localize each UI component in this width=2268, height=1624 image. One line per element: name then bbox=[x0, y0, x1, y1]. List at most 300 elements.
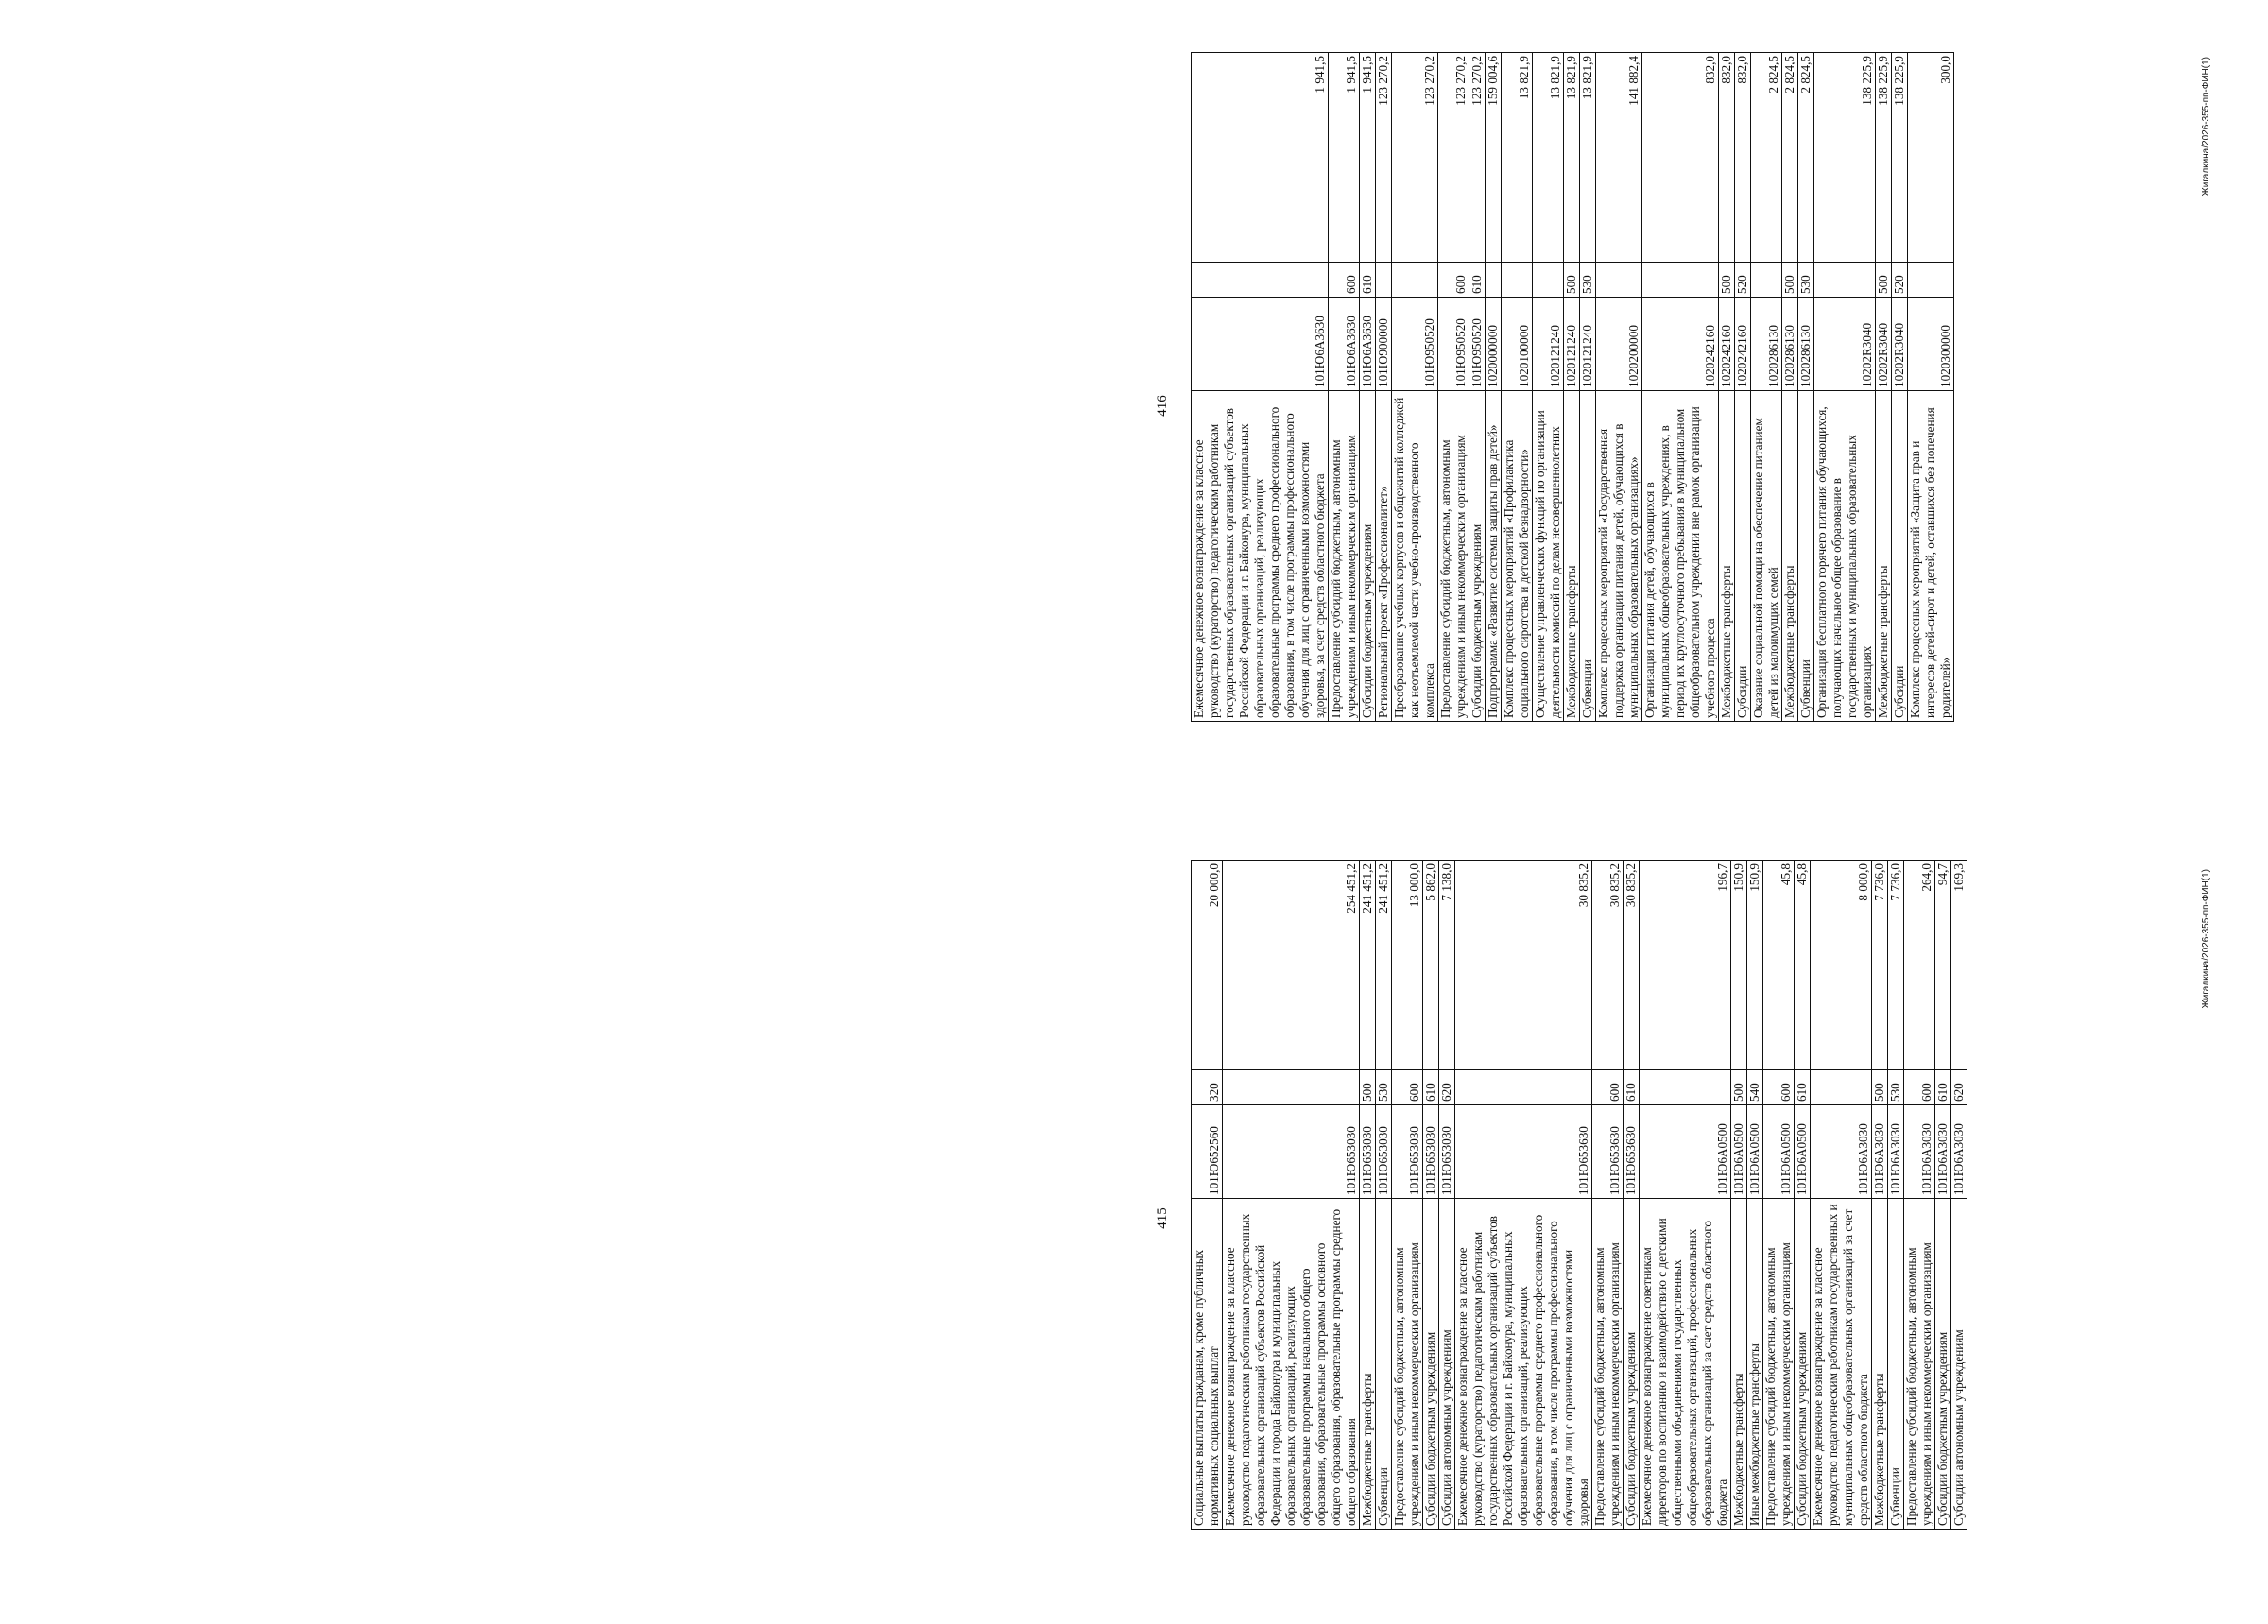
row-name-text: Субвенции bbox=[1888, 1467, 1902, 1526]
table-row bbox=[1423, 861, 1439, 1530]
row-name bbox=[1580, 391, 1596, 722]
row-name-text: Субвенции bbox=[1580, 659, 1594, 718]
row-name bbox=[1223, 1199, 1360, 1530]
row-type-text: 610 bbox=[1795, 1083, 1809, 1102]
row-type bbox=[1423, 1070, 1439, 1105]
row-name-text: Субсидии bbox=[1735, 665, 1749, 718]
row-value bbox=[1640, 861, 1731, 1070]
row-code-text: 1020121240 bbox=[1580, 325, 1594, 387]
row-value bbox=[1735, 53, 1751, 263]
row-code bbox=[1533, 298, 1564, 391]
row-type-text: 610 bbox=[1624, 1083, 1638, 1102]
row-value-text: 241 451,2 bbox=[1376, 863, 1390, 914]
row-name-text: Организация питания детей, обучающихся в муниципальных общеобразовательных учреждениях, в период их круглосуточного пребывания в муниципальном общеобразовательном учреждении вне рамок организации учебного процесса bbox=[1642, 406, 1717, 718]
row-code bbox=[1455, 1105, 1592, 1199]
row-name-text: Предоставление субсидий бюджетным, автономным учреждениям и иным некоммерческим организациям bbox=[1592, 1242, 1622, 1526]
row-value-text: 832,0 bbox=[1735, 56, 1749, 84]
row-value-text: 169,3 bbox=[1951, 863, 1966, 892]
row-type bbox=[1751, 263, 1782, 298]
row-value-text: 1 941,5 bbox=[1313, 56, 1327, 94]
row-name bbox=[1439, 1199, 1455, 1530]
row-value bbox=[1719, 53, 1735, 263]
row-code bbox=[1814, 298, 1876, 391]
row-name bbox=[1438, 391, 1469, 722]
row-code-text: 1020121240 bbox=[1564, 325, 1578, 387]
row-type bbox=[1439, 1070, 1455, 1105]
row-value-text: 832,0 bbox=[1703, 56, 1717, 84]
row-code bbox=[1423, 1105, 1439, 1199]
row-name-text: Предоставление субсидий бюджетным, автономным учреждениям и иным некоммерческим организациям bbox=[1392, 1242, 1421, 1526]
table-row bbox=[1192, 53, 1329, 722]
table-row bbox=[1592, 861, 1624, 1530]
row-type-text: 530 bbox=[1798, 275, 1813, 294]
row-name bbox=[1872, 1199, 1888, 1530]
table-row bbox=[1580, 53, 1596, 722]
row-name-text: Субсидии bbox=[1892, 665, 1906, 718]
table-row bbox=[1935, 861, 1951, 1530]
row-type bbox=[1872, 1070, 1888, 1105]
row-type bbox=[1763, 1070, 1795, 1105]
row-name-text: Предоставление субсидий бюджетным, автономным учреждениям и иным некоммерческим организациям bbox=[1329, 435, 1358, 718]
table-row bbox=[1642, 53, 1719, 722]
row-code-text: 101Ю652560 bbox=[1207, 1126, 1221, 1195]
row-name-text: Межбюджетные трансферты bbox=[1360, 1373, 1374, 1526]
row-code bbox=[1747, 1105, 1763, 1199]
row-value bbox=[1814, 53, 1876, 263]
row-name-text: Преобразование учебных корпусов и общежитий колледжей как неотъемлемой части учебно-производственного комплекса bbox=[1392, 397, 1436, 718]
row-value-text: 123 270,2 bbox=[1422, 56, 1436, 106]
row-value bbox=[1223, 861, 1360, 1070]
row-code bbox=[1376, 298, 1392, 391]
row-name-text: Комплекс процессных мероприятий «Профилактика социального сиротства и детской безнадзорности» bbox=[1502, 439, 1531, 718]
row-type bbox=[1455, 1070, 1592, 1105]
row-value-text: 150,9 bbox=[1747, 863, 1761, 892]
row-name bbox=[1360, 1199, 1376, 1530]
row-code bbox=[1438, 298, 1469, 391]
table-row bbox=[1360, 53, 1376, 722]
row-name bbox=[1192, 391, 1329, 722]
row-name-text: Межбюджетные трансферты bbox=[1876, 565, 1890, 718]
row-type bbox=[1223, 1070, 1360, 1105]
row-value bbox=[1533, 53, 1564, 263]
table-row bbox=[1735, 53, 1751, 722]
row-type bbox=[1888, 1070, 1904, 1105]
row-value bbox=[1596, 53, 1642, 263]
row-name-text: Субсидии автономным учреждениям bbox=[1951, 1329, 1966, 1526]
row-name bbox=[1751, 391, 1782, 722]
row-name-text: Субсидии автономным учреждениям bbox=[1439, 1329, 1453, 1526]
row-code-text: 1020200000 bbox=[1626, 325, 1641, 387]
row-value-text: 13 821,9 bbox=[1517, 56, 1531, 100]
row-type bbox=[1192, 1070, 1223, 1105]
row-name bbox=[1423, 1199, 1439, 1530]
table-row bbox=[1951, 861, 1967, 1530]
row-value bbox=[1392, 53, 1438, 263]
row-value-text: 141 882,4 bbox=[1626, 56, 1641, 106]
row-type-text: 600 bbox=[1407, 1083, 1421, 1102]
row-type bbox=[1782, 263, 1798, 298]
row-value-text: 264,0 bbox=[1919, 863, 1933, 892]
row-name-text: Предоставление субсидий бюджетным, автономным учреждениям и иным некоммерческим организациям bbox=[1904, 1242, 1933, 1526]
row-name bbox=[1782, 391, 1798, 722]
row-value bbox=[1872, 861, 1888, 1070]
row-value bbox=[1439, 861, 1455, 1070]
row-name bbox=[1360, 391, 1376, 722]
row-code bbox=[1329, 298, 1360, 391]
document-footer: Жигалкина/2026-355-пп-ФИН(1) bbox=[2201, 57, 2211, 197]
row-code-text: 101Ю6А3630 bbox=[1313, 316, 1327, 387]
row-type bbox=[1951, 1070, 1967, 1105]
row-code bbox=[1719, 298, 1735, 391]
row-code bbox=[1640, 1105, 1731, 1199]
row-code bbox=[1888, 1105, 1904, 1199]
row-value-text: 150,9 bbox=[1731, 863, 1745, 892]
row-type bbox=[1798, 263, 1814, 298]
row-code bbox=[1935, 1105, 1951, 1199]
row-value-text: 254 451,2 bbox=[1344, 863, 1358, 914]
row-name bbox=[1329, 391, 1360, 722]
row-name-text: Ежемесячное денежное вознаграждение за классное руководство педагогическим работникам государственных образовательных организаций субъектов Российской Федерации и города Байконура и муниципальных образовательных организаций, реализующих образовательные программы начального общего образования, образовательные программы основного общего образования, образовательные программы среднего общего образования bbox=[1223, 1208, 1358, 1526]
row-value-text: 832,0 bbox=[1719, 56, 1733, 84]
row-value-text: 241 451,2 bbox=[1360, 863, 1374, 914]
row-value bbox=[1798, 53, 1814, 263]
row-value-text: 123 270,2 bbox=[1469, 56, 1484, 106]
row-name-text: Ежемесячное денежное вознаграждение за классное руководство педагогическим работникам государственных и муниципальных общеобразовательных организаций за счет средств областного бюджета bbox=[1811, 1204, 1870, 1526]
row-name bbox=[1486, 391, 1502, 722]
row-value bbox=[1192, 53, 1329, 263]
row-value bbox=[1423, 861, 1439, 1070]
row-type-text: 600 bbox=[1919, 1083, 1933, 1102]
row-code bbox=[1392, 298, 1438, 391]
row-code-text: 101Ю653030 bbox=[1439, 1126, 1453, 1195]
row-name bbox=[1640, 1199, 1731, 1530]
table-row bbox=[1798, 53, 1814, 722]
page-415 bbox=[1134, 812, 2268, 1624]
table-body bbox=[1192, 861, 1967, 1530]
row-code bbox=[1763, 1105, 1795, 1199]
row-code-text: 101Ю653030 bbox=[1423, 1126, 1437, 1195]
row-value-text: 7 736,0 bbox=[1888, 863, 1902, 901]
row-type-text: 600 bbox=[1607, 1083, 1622, 1102]
row-value bbox=[1642, 53, 1719, 263]
table-row bbox=[1876, 53, 1892, 722]
row-code bbox=[1951, 1105, 1967, 1199]
row-value bbox=[1486, 53, 1502, 263]
row-value bbox=[1731, 861, 1747, 1070]
row-name bbox=[1763, 1199, 1795, 1530]
row-value bbox=[1438, 53, 1469, 263]
row-code-text: 10202R3040 bbox=[1876, 322, 1890, 387]
row-name-text: Межбюджетные трансферты bbox=[1782, 565, 1796, 718]
row-name-text: Межбюджетные трансферты bbox=[1872, 1373, 1886, 1526]
row-code-text: 1020242160 bbox=[1703, 325, 1717, 387]
table-row bbox=[1751, 53, 1782, 722]
row-type bbox=[1814, 263, 1876, 298]
row-type bbox=[1580, 263, 1596, 298]
row-code-text: 101Ю950520 bbox=[1469, 318, 1484, 387]
row-value bbox=[1580, 53, 1596, 263]
row-code-text: 1020100000 bbox=[1517, 325, 1531, 387]
row-name-text: Ежемесячное денежное вознаграждение за классное руководство (кураторство) педагогическим работникам государственных образовательных организаций субъектов Российской Федерации и г. Байконура, муниципальных образовательных организаций, реализующих образовательные программы среднего профессионального образования, в том числе программы профессионального обучения для лиц с ограниченными возможностями здоровья, за счет средств областного бюджета bbox=[1192, 406, 1327, 718]
row-name bbox=[1811, 1199, 1872, 1530]
row-name bbox=[1747, 1199, 1763, 1530]
row-type bbox=[1376, 263, 1392, 298]
row-type bbox=[1640, 1070, 1731, 1105]
row-value-text: 13 821,9 bbox=[1564, 56, 1578, 100]
row-value bbox=[1935, 861, 1951, 1070]
row-name bbox=[1719, 391, 1735, 722]
table-row bbox=[1438, 53, 1469, 722]
row-code-text: 101Ю653630 bbox=[1607, 1126, 1622, 1195]
row-value bbox=[1192, 861, 1223, 1070]
row-name-text: Подпрограмма «Развитие системы защиты прав детей» bbox=[1486, 424, 1500, 718]
row-code bbox=[1502, 298, 1533, 391]
row-value bbox=[1624, 861, 1640, 1070]
row-name bbox=[1192, 1199, 1223, 1530]
row-value-text: 159 004,6 bbox=[1486, 56, 1500, 106]
row-type bbox=[1533, 263, 1564, 298]
row-value bbox=[1376, 53, 1392, 263]
row-value bbox=[1892, 53, 1908, 263]
row-code bbox=[1624, 1105, 1640, 1199]
table-row bbox=[1763, 861, 1795, 1530]
row-code-text: 101Ю653630 bbox=[1624, 1126, 1638, 1195]
table-row bbox=[1329, 53, 1360, 722]
row-code bbox=[1192, 298, 1329, 391]
row-type bbox=[1596, 263, 1642, 298]
row-name bbox=[1735, 391, 1751, 722]
row-name-text: Субвенции bbox=[1798, 659, 1813, 718]
row-code-text: 101Ю653030 bbox=[1376, 1126, 1390, 1195]
row-type bbox=[1731, 1070, 1747, 1105]
row-name bbox=[1502, 391, 1533, 722]
table-row bbox=[1439, 861, 1455, 1530]
row-name-text: Ежемесячное денежное вознаграждение советникам директоров по воспитанию и взаимодействию с детскими общественными объединениями государственных общеобразовательных организаций, профессиональных образовательных организаций за счет средств областного бюджета bbox=[1640, 1218, 1729, 1526]
row-type bbox=[1795, 1070, 1811, 1105]
row-value-text: 30 835,2 bbox=[1576, 863, 1590, 908]
row-name bbox=[1795, 1199, 1811, 1530]
row-value-text: 7 736,0 bbox=[1872, 863, 1886, 901]
row-name bbox=[1798, 391, 1814, 722]
row-code-text: 101Ю6А0500 bbox=[1715, 1123, 1729, 1195]
row-code bbox=[1192, 1105, 1223, 1199]
row-code bbox=[1392, 1105, 1423, 1199]
row-code-text: 101Ю6А3630 bbox=[1360, 316, 1374, 387]
row-name bbox=[1376, 1199, 1392, 1530]
row-name bbox=[1951, 1199, 1967, 1530]
row-code bbox=[1642, 298, 1719, 391]
row-value-text: 30 835,2 bbox=[1607, 863, 1622, 908]
row-code-text: 101Ю950520 bbox=[1422, 318, 1436, 387]
row-code-text: 101Ю6А0500 bbox=[1795, 1123, 1809, 1195]
row-value-text: 2 824,5 bbox=[1766, 56, 1780, 94]
row-name bbox=[1469, 391, 1486, 722]
row-type bbox=[1811, 1070, 1872, 1105]
row-type bbox=[1876, 263, 1892, 298]
row-code-text: 101Ю6А0500 bbox=[1747, 1123, 1761, 1195]
table-row bbox=[1502, 53, 1533, 722]
row-value-text: 123 270,2 bbox=[1453, 56, 1468, 106]
table-row bbox=[1376, 861, 1392, 1530]
row-value-text: 20 000,0 bbox=[1207, 863, 1221, 908]
row-value bbox=[1360, 53, 1376, 263]
row-name bbox=[1876, 391, 1892, 722]
row-type bbox=[1360, 1070, 1376, 1105]
row-value bbox=[1795, 861, 1811, 1070]
row-name-text: Субсидии бюджетным учреждениям bbox=[1935, 1331, 1950, 1526]
row-value bbox=[1811, 861, 1872, 1070]
table-row bbox=[1223, 861, 1360, 1530]
row-name-text: Комплекс процессных мероприятий «Государственная поддержка организации питания детей, обучающихся в муниципальных образовательных организациях» bbox=[1596, 423, 1641, 718]
row-code bbox=[1469, 298, 1486, 391]
row-value-text: 196,7 bbox=[1715, 863, 1729, 892]
row-value bbox=[1592, 861, 1624, 1070]
table-row bbox=[1908, 53, 1954, 722]
row-name-text: Межбюджетные трансферты bbox=[1731, 1373, 1745, 1526]
row-code bbox=[1892, 298, 1908, 391]
row-name bbox=[1564, 391, 1580, 722]
row-type-text: 520 bbox=[1892, 275, 1906, 294]
table-row bbox=[1624, 861, 1640, 1530]
row-value-text: 13 000,0 bbox=[1407, 863, 1421, 908]
row-type bbox=[1908, 263, 1954, 298]
row-type bbox=[1329, 263, 1360, 298]
row-type-text: 600 bbox=[1778, 1083, 1793, 1102]
row-type bbox=[1624, 1070, 1640, 1105]
table-row bbox=[1192, 861, 1223, 1530]
row-code-text: 101Ю6А3030 bbox=[1856, 1123, 1870, 1195]
row-type bbox=[1719, 263, 1735, 298]
row-code-text: 101Ю6А0500 bbox=[1778, 1123, 1793, 1195]
row-code-text: 1020286130 bbox=[1766, 325, 1780, 387]
row-value bbox=[1360, 861, 1376, 1070]
row-value bbox=[1329, 53, 1360, 263]
table-row bbox=[1731, 861, 1747, 1530]
row-code-text: 101Ю653630 bbox=[1576, 1126, 1590, 1195]
row-type-text: 520 bbox=[1735, 275, 1749, 294]
row-name-text: Ежемесячное денежное вознаграждение за классное руководство (кураторство) педагогическим работникам государственных образовательных организаций субъектов Российской Федерации и г. Байконура, муниципальных образовательных организаций, реализующих образовательные программы среднего профессионального образования, в том числе программы профессионального обучения для лиц с ограниченными возможностями здоровья bbox=[1455, 1214, 1590, 1526]
row-code-text: 101Ю6А3030 bbox=[1951, 1123, 1966, 1195]
row-code bbox=[1580, 298, 1596, 391]
document-footer: Жигалкина/2026-355-пп-ФИН(1) bbox=[2201, 869, 2211, 1009]
row-value bbox=[1392, 861, 1423, 1070]
row-type bbox=[1392, 263, 1438, 298]
page-416 bbox=[1134, 0, 2268, 812]
row-name bbox=[1533, 391, 1564, 722]
row-name-text: Региональный проект «Профессионалитет» bbox=[1376, 486, 1390, 718]
row-value-text: 30 835,2 bbox=[1624, 863, 1638, 908]
row-code bbox=[1876, 298, 1892, 391]
row-value-text: 138 225,9 bbox=[1892, 56, 1906, 106]
row-type-text: 500 bbox=[1564, 275, 1578, 294]
row-name-text: Осуществление управленческих функций по организации деятельности комиссий по делам несовершеннолетних bbox=[1533, 410, 1562, 718]
row-name-text: Оказание социальной помощи на обеспечение питанием детей из малоимущих семей bbox=[1751, 418, 1780, 718]
row-code-text: 1020286130 bbox=[1782, 325, 1796, 387]
row-code-text: 101Ю6А3030 bbox=[1888, 1123, 1902, 1195]
row-code-text: 101Ю653030 bbox=[1407, 1126, 1421, 1195]
row-value bbox=[1876, 53, 1892, 263]
row-code bbox=[1592, 1105, 1624, 1199]
row-name-text: Комплекс процессных мероприятий «Защита прав и интересов детей-сирот и детей, оставшихся без попечения родителей» bbox=[1908, 407, 1952, 718]
budget-table bbox=[1191, 52, 1954, 722]
row-code bbox=[1486, 298, 1502, 391]
row-name-text: Предоставление субсидий бюджетным, автономным учреждениям и иным некоммерческим организациям bbox=[1438, 435, 1468, 718]
table-row bbox=[1360, 861, 1376, 1530]
row-code bbox=[1904, 1105, 1935, 1199]
table-row bbox=[1640, 861, 1731, 1530]
row-code bbox=[1564, 298, 1580, 391]
row-type-text: 500 bbox=[1719, 275, 1733, 294]
row-value bbox=[1469, 53, 1486, 263]
row-name-text: Социальные выплаты гражданам, кроме публичных нормативных социальных выплат bbox=[1192, 1249, 1221, 1526]
row-code bbox=[1223, 1105, 1360, 1199]
row-type-text: 500 bbox=[1876, 275, 1890, 294]
row-type-text: 610 bbox=[1360, 275, 1374, 294]
row-value bbox=[1888, 861, 1904, 1070]
row-type-text: 620 bbox=[1439, 1083, 1453, 1102]
row-name-text: Межбюджетные трансферты bbox=[1564, 565, 1578, 718]
row-value bbox=[1763, 861, 1795, 1070]
row-code-text: 101Ю6А3030 bbox=[1919, 1123, 1933, 1195]
table-row bbox=[1469, 53, 1486, 722]
row-code bbox=[1360, 1105, 1376, 1199]
row-value-text: 7 138,0 bbox=[1439, 863, 1453, 901]
table-row bbox=[1892, 53, 1908, 722]
row-code-text: 101Ю653030 bbox=[1344, 1126, 1358, 1195]
row-type bbox=[1892, 263, 1908, 298]
row-name bbox=[1892, 391, 1908, 722]
page-number: 415 bbox=[1155, 1207, 1170, 1229]
row-type-text: 620 bbox=[1951, 1083, 1966, 1102]
row-type bbox=[1376, 1070, 1392, 1105]
row-value-text: 138 225,9 bbox=[1876, 56, 1890, 106]
row-type-text: 600 bbox=[1344, 275, 1358, 294]
row-value bbox=[1751, 53, 1782, 263]
table-row bbox=[1795, 861, 1811, 1530]
row-name bbox=[1624, 1199, 1640, 1530]
row-value-text: 2 824,5 bbox=[1782, 56, 1796, 94]
row-code-text: 101Ю6А0500 bbox=[1731, 1123, 1745, 1195]
row-name bbox=[1392, 391, 1438, 722]
row-value-text: 5 862,0 bbox=[1423, 863, 1437, 901]
row-code-text: 10202R3040 bbox=[1892, 322, 1906, 387]
row-name-text: Субсидии бюджетным учреждениям bbox=[1423, 1331, 1437, 1526]
row-name-text: Межбюджетные трансферты bbox=[1719, 565, 1733, 718]
row-name-text: Субсидии бюджетным учреждениям bbox=[1469, 523, 1484, 718]
row-name bbox=[1592, 1199, 1624, 1530]
row-value-text: 45,8 bbox=[1795, 863, 1809, 886]
row-value-text: 2 824,5 bbox=[1798, 56, 1813, 94]
row-name bbox=[1596, 391, 1642, 722]
row-value-text: 94,7 bbox=[1935, 863, 1950, 886]
row-code bbox=[1731, 1105, 1747, 1199]
row-code-text: 101Ю6А3030 bbox=[1935, 1123, 1950, 1195]
row-type-text: 610 bbox=[1935, 1083, 1950, 1102]
table-row bbox=[1719, 53, 1735, 722]
table-row bbox=[1782, 53, 1798, 722]
row-name-text: Субсидии бюджетным учреждениям bbox=[1624, 1331, 1638, 1526]
page-number: 416 bbox=[1155, 395, 1170, 417]
row-type bbox=[1642, 263, 1719, 298]
row-value bbox=[1904, 861, 1935, 1070]
row-type bbox=[1502, 263, 1533, 298]
row-type-text: 530 bbox=[1376, 1083, 1390, 1102]
row-type bbox=[1935, 1070, 1951, 1105]
row-value bbox=[1747, 861, 1763, 1070]
table-row bbox=[1533, 53, 1564, 722]
row-type bbox=[1564, 263, 1580, 298]
row-type bbox=[1592, 1070, 1624, 1105]
